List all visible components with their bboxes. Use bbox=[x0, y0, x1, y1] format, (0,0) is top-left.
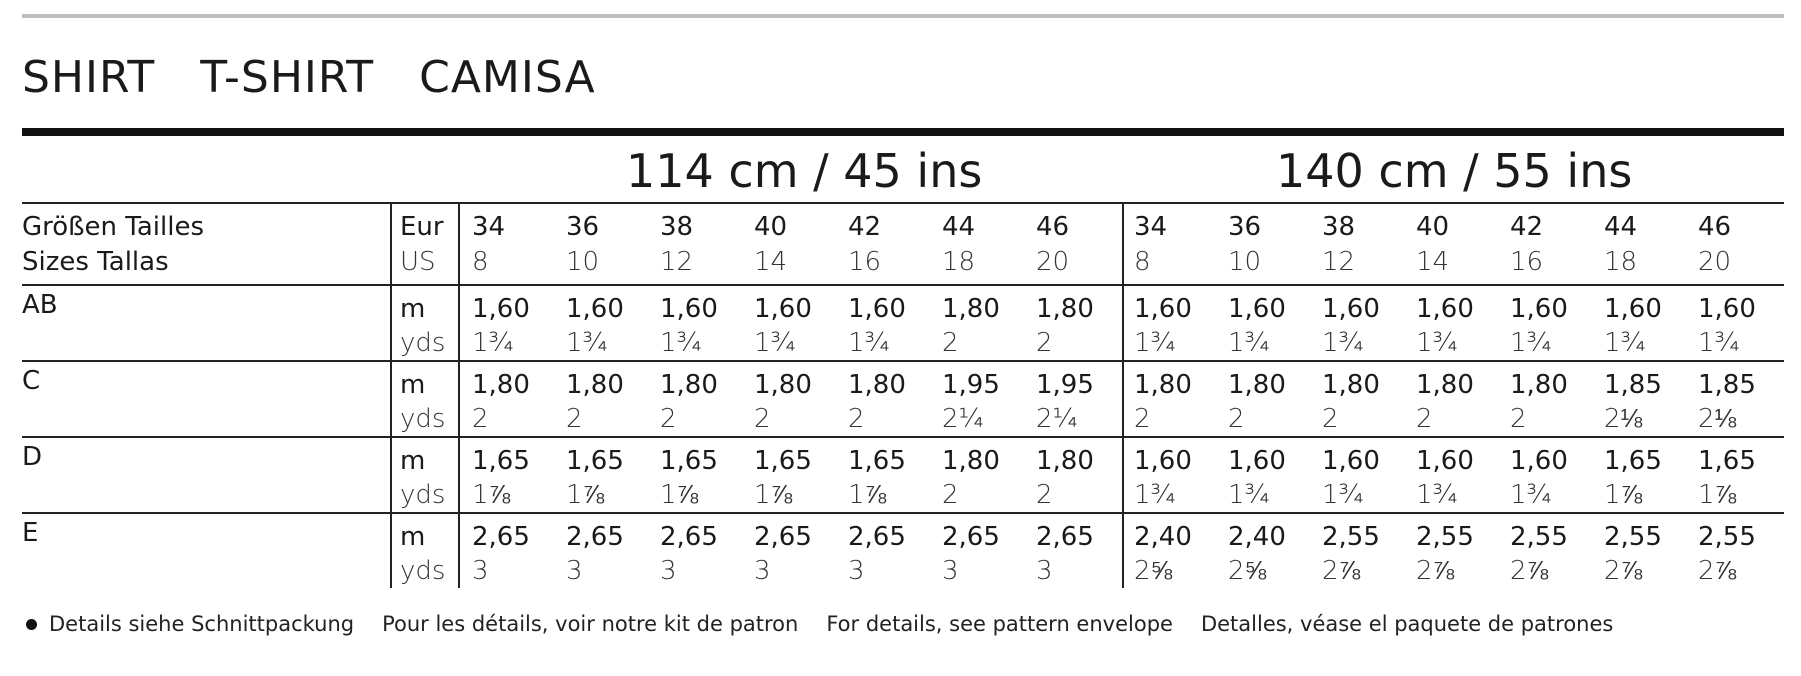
size-unit-eur: Eur bbox=[400, 212, 444, 242]
meters-cell: 1,60 bbox=[1510, 446, 1568, 476]
yards-cell: 1¾ bbox=[1322, 328, 1364, 358]
size-us-cell: 16 bbox=[1510, 247, 1544, 277]
meters-cell: 1,60 bbox=[1228, 446, 1286, 476]
unit-meters: m bbox=[400, 522, 426, 552]
yards-cell: 2⅝ bbox=[1228, 556, 1267, 586]
fabric-width-114: 114 cm / 45 ins bbox=[626, 144, 983, 198]
meters-cell: 1,80 bbox=[1036, 446, 1094, 476]
meters-cell: 1,65 bbox=[660, 446, 718, 476]
meters-cell: 2,65 bbox=[754, 522, 812, 552]
size-eur-cell: 36 bbox=[566, 212, 600, 242]
size-us-cell: 18 bbox=[1604, 247, 1638, 277]
size-us-cell: 10 bbox=[566, 247, 600, 277]
meters-cell: 1,60 bbox=[754, 294, 812, 324]
meters-cell: 1,60 bbox=[1416, 446, 1474, 476]
meters-cell: 1,60 bbox=[1322, 446, 1380, 476]
view-label: E bbox=[22, 518, 39, 548]
yards-cell: 1¾ bbox=[472, 328, 514, 358]
size-eur-cell: 34 bbox=[1134, 212, 1168, 242]
meters-cell: 1,65 bbox=[1698, 446, 1756, 476]
size-eur-cell: 38 bbox=[1322, 212, 1356, 242]
yards-cell: 2 bbox=[566, 404, 583, 434]
yards-cell: 3 bbox=[472, 556, 489, 586]
yards-cell: 1¾ bbox=[1134, 328, 1176, 358]
yards-cell: 1⅞ bbox=[472, 480, 511, 510]
yards-cell: 2 bbox=[942, 328, 959, 358]
size-eur-cell: 42 bbox=[1510, 212, 1544, 242]
meters-cell: 2,40 bbox=[1228, 522, 1286, 552]
yards-cell: 2 bbox=[472, 404, 489, 434]
yards-cell: 2¼ bbox=[1036, 404, 1078, 434]
size-unit-us: US bbox=[400, 247, 436, 277]
meters-cell: 1,60 bbox=[566, 294, 624, 324]
yards-cell: 1¾ bbox=[1698, 328, 1740, 358]
view-label: AB bbox=[22, 290, 58, 320]
meters-cell: 1,60 bbox=[1322, 294, 1380, 324]
unit-column-divider bbox=[458, 202, 460, 588]
yards-cell: 1⅞ bbox=[848, 480, 887, 510]
yards-cell: 3 bbox=[848, 556, 865, 586]
meters-cell: 1,65 bbox=[848, 446, 906, 476]
size-eur-cell: 46 bbox=[1698, 212, 1732, 242]
unit-yards: yds bbox=[400, 404, 446, 434]
meters-cell: 2,55 bbox=[1698, 522, 1756, 552]
meters-cell: 2,65 bbox=[660, 522, 718, 552]
footer-notes bbox=[22, 612, 1641, 636]
yards-cell: 1⅞ bbox=[754, 480, 793, 510]
meters-cell: 1,85 bbox=[1604, 370, 1662, 400]
yards-cell: 1⅞ bbox=[566, 480, 605, 510]
meters-cell: 2,55 bbox=[1604, 522, 1662, 552]
meters-cell: 1,80 bbox=[1322, 370, 1380, 400]
size-us-cell: 20 bbox=[1036, 247, 1070, 277]
meters-cell: 1,65 bbox=[1604, 446, 1662, 476]
size-us-cell: 20 bbox=[1698, 247, 1732, 277]
meters-cell: 1,95 bbox=[1036, 370, 1094, 400]
footer-note-de: Details siehe Schnittpackung bbox=[49, 612, 355, 636]
size-us-cell: 12 bbox=[660, 247, 694, 277]
meters-cell: 1,80 bbox=[1228, 370, 1286, 400]
yards-cell: 1¾ bbox=[1416, 480, 1458, 510]
size-eur-cell: 44 bbox=[942, 212, 976, 242]
size-eur-cell: 40 bbox=[754, 212, 788, 242]
yards-cell: 2 bbox=[1036, 328, 1053, 358]
size-us-cell: 14 bbox=[754, 247, 788, 277]
size-eur-cell: 44 bbox=[1604, 212, 1638, 242]
page-title: SHIRT T-SHIRT CAMISA bbox=[22, 52, 596, 103]
yards-cell: 1⅞ bbox=[660, 480, 699, 510]
size-eur-cell: 46 bbox=[1036, 212, 1070, 242]
view-label: C bbox=[22, 366, 41, 396]
meters-cell: 2,65 bbox=[472, 522, 530, 552]
yards-cell: 3 bbox=[942, 556, 959, 586]
meters-cell: 1,80 bbox=[660, 370, 718, 400]
yards-cell: 3 bbox=[660, 556, 677, 586]
yards-cell: 1¾ bbox=[566, 328, 608, 358]
width-group-divider bbox=[1122, 202, 1124, 588]
yards-cell: 1¾ bbox=[848, 328, 890, 358]
meters-cell: 1,80 bbox=[1416, 370, 1474, 400]
unit-yards: yds bbox=[400, 328, 446, 358]
size-us-cell: 18 bbox=[942, 247, 976, 277]
meters-cell: 1,80 bbox=[1036, 294, 1094, 324]
top-divider bbox=[22, 14, 1784, 18]
row-divider bbox=[22, 436, 1784, 438]
meters-cell: 1,60 bbox=[660, 294, 718, 324]
yards-cell: 2 bbox=[848, 404, 865, 434]
meters-cell: 1,60 bbox=[1416, 294, 1474, 324]
row-divider bbox=[22, 512, 1784, 514]
size-us-cell: 16 bbox=[848, 247, 882, 277]
size-eur-cell: 34 bbox=[472, 212, 506, 242]
meters-cell: 1,60 bbox=[1510, 294, 1568, 324]
footer-note-en: For details, see pattern envelope bbox=[826, 612, 1173, 636]
meters-cell: 1,80 bbox=[1510, 370, 1568, 400]
yards-cell: 1¾ bbox=[754, 328, 796, 358]
yards-cell: 3 bbox=[566, 556, 583, 586]
yards-cell: 2 bbox=[754, 404, 771, 434]
meters-cell: 1,80 bbox=[1134, 370, 1192, 400]
yards-cell: 1⅞ bbox=[1698, 480, 1737, 510]
footer-note-es: Detalles, véase el paquete de patrones bbox=[1200, 612, 1614, 636]
yards-cell: 1¾ bbox=[1510, 480, 1552, 510]
meters-cell: 2,55 bbox=[1416, 522, 1474, 552]
meters-cell: 1,60 bbox=[472, 294, 530, 324]
meters-cell: 1,80 bbox=[848, 370, 906, 400]
size-eur-cell: 36 bbox=[1228, 212, 1262, 242]
yards-cell: 3 bbox=[1036, 556, 1053, 586]
size-header-line1: Größen Tailles bbox=[22, 212, 205, 242]
yards-cell: 2 bbox=[1036, 480, 1053, 510]
yards-cell: 2 bbox=[1416, 404, 1433, 434]
yards-cell: 2⅞ bbox=[1698, 556, 1737, 586]
yards-cell: 2⅛ bbox=[1698, 404, 1737, 434]
yards-cell: 1¾ bbox=[1134, 480, 1176, 510]
footer-note-fr: Pour les détails, voir notre kit de patron bbox=[382, 612, 799, 636]
meters-cell: 1,80 bbox=[942, 446, 1000, 476]
size-header-line2: Sizes Tallas bbox=[22, 247, 169, 277]
meters-cell: 1,60 bbox=[1134, 446, 1192, 476]
yards-cell: 2⅞ bbox=[1416, 556, 1455, 586]
yards-cell: 2⅞ bbox=[1510, 556, 1549, 586]
unit-yards: yds bbox=[400, 556, 446, 586]
meters-cell: 1,60 bbox=[1134, 294, 1192, 324]
row-divider bbox=[22, 360, 1784, 362]
yards-cell: 1¾ bbox=[1416, 328, 1458, 358]
yards-cell: 2¼ bbox=[942, 404, 984, 434]
meters-cell: 1,60 bbox=[1228, 294, 1286, 324]
unit-meters: m bbox=[400, 446, 426, 476]
yards-cell: 2⅞ bbox=[1604, 556, 1643, 586]
row-divider bbox=[22, 284, 1784, 286]
yards-cell: 2 bbox=[660, 404, 677, 434]
size-us-cell: 14 bbox=[1416, 247, 1450, 277]
label-column-divider bbox=[390, 202, 392, 588]
table-header-rule bbox=[22, 202, 1784, 204]
unit-meters: m bbox=[400, 370, 426, 400]
meters-cell: 1,80 bbox=[566, 370, 624, 400]
meters-cell: 1,65 bbox=[472, 446, 530, 476]
meters-cell: 1,60 bbox=[1604, 294, 1662, 324]
yards-cell: 2 bbox=[1322, 404, 1339, 434]
meters-cell: 2,55 bbox=[1322, 522, 1380, 552]
meters-cell: 2,65 bbox=[1036, 522, 1094, 552]
meters-cell: 1,85 bbox=[1698, 370, 1756, 400]
size-eur-cell: 40 bbox=[1416, 212, 1450, 242]
yards-cell: 1¾ bbox=[1322, 480, 1364, 510]
yards-cell: 1¾ bbox=[1604, 328, 1646, 358]
size-eur-cell: 38 bbox=[660, 212, 694, 242]
meters-cell: 1,95 bbox=[942, 370, 1000, 400]
fabric-width-140: 140 cm / 55 ins bbox=[1276, 144, 1633, 198]
size-eur-cell: 42 bbox=[848, 212, 882, 242]
yards-cell: 2⅞ bbox=[1322, 556, 1361, 586]
title-rule bbox=[22, 128, 1784, 136]
meters-cell: 1,65 bbox=[754, 446, 812, 476]
yards-cell: 2 bbox=[1134, 404, 1151, 434]
yards-cell: 2 bbox=[1228, 404, 1245, 434]
meters-cell: 2,65 bbox=[848, 522, 906, 552]
yards-cell: 1⅞ bbox=[1604, 480, 1643, 510]
yards-cell: 1¾ bbox=[660, 328, 702, 358]
meters-cell: 1,80 bbox=[942, 294, 1000, 324]
meters-cell: 1,80 bbox=[472, 370, 530, 400]
size-us-cell: 12 bbox=[1322, 247, 1356, 277]
meters-cell: 2,55 bbox=[1510, 522, 1568, 552]
yards-cell: 2 bbox=[1510, 404, 1527, 434]
yards-cell: 2⅛ bbox=[1604, 404, 1643, 434]
meters-cell: 1,60 bbox=[848, 294, 906, 324]
yards-cell: 1¾ bbox=[1228, 480, 1270, 510]
yards-cell: 2 bbox=[942, 480, 959, 510]
bullet-icon bbox=[26, 619, 37, 630]
meters-cell: 2,65 bbox=[942, 522, 1000, 552]
yards-cell: 1¾ bbox=[1510, 328, 1552, 358]
unit-meters: m bbox=[400, 294, 426, 324]
yards-cell: 1¾ bbox=[1228, 328, 1270, 358]
size-us-cell: 10 bbox=[1228, 247, 1262, 277]
size-us-cell: 8 bbox=[472, 247, 489, 277]
size-us-cell: 8 bbox=[1134, 247, 1151, 277]
view-label: D bbox=[22, 442, 43, 472]
meters-cell: 2,40 bbox=[1134, 522, 1192, 552]
yards-cell: 3 bbox=[754, 556, 771, 586]
meters-cell: 1,80 bbox=[754, 370, 812, 400]
unit-yards: yds bbox=[400, 480, 446, 510]
meters-cell: 2,65 bbox=[566, 522, 624, 552]
meters-cell: 1,65 bbox=[566, 446, 624, 476]
yards-cell: 2⅝ bbox=[1134, 556, 1173, 586]
meters-cell: 1,60 bbox=[1698, 294, 1756, 324]
